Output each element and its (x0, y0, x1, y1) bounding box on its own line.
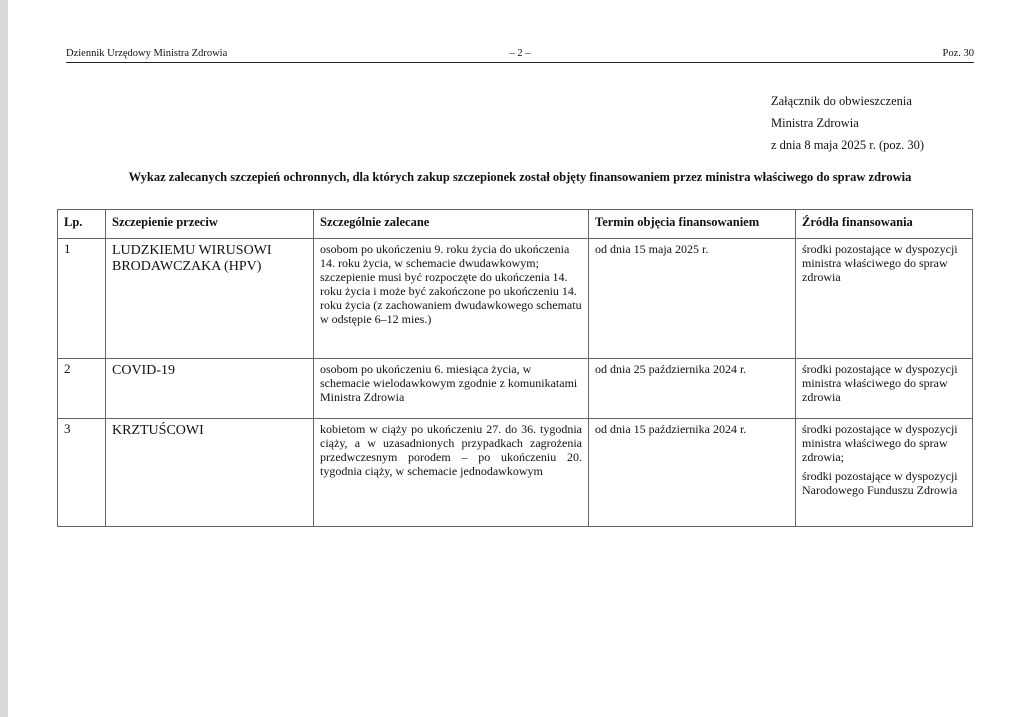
page-number: – 2 – (509, 48, 531, 59)
recommended-text: osobom po ukończeniu 9. roku życia do ukończenia 14. roku życia, w schemacie dwudawkowym; (320, 242, 570, 270)
column-header-vaccine: Szczepienie przeciw (106, 210, 314, 239)
document-title: Wykaz zalecanych szczepień ochronnych, dla których zakup szczepionek został objęty finansowaniem przez ministra właściwego do spraw zdrowia (128, 170, 912, 184)
row-number: 1 (58, 239, 106, 359)
vaccination-table (57, 209, 973, 527)
column-header-sources: Źródła finansowania (796, 210, 973, 239)
financing-term: od dnia 15 maja 2025 r. (589, 239, 796, 359)
page-header (66, 46, 974, 63)
financing-source: środki pozostające w dyspozycji Narodowego Funduszu Zdrowia (802, 469, 958, 497)
table-row (58, 419, 973, 527)
vaccine-name: LUDZKIEMU WIRUSOWI BRODAWCZAKA (HPV) (106, 239, 314, 359)
recommended-text: osobom po ukończeniu 6. miesiąca życia, w schemacie wielodawkowym zgodnie z komunikatami Ministra Zdrowia (314, 359, 589, 419)
column-header-lp: Lp. (58, 210, 106, 239)
vaccine-name: COVID-19 (106, 359, 314, 419)
financing-sources (796, 239, 973, 359)
annex-note (771, 90, 924, 156)
financing-source: środki pozostające w dyspozycji ministra właściwego do spraw zdrowia (802, 362, 958, 404)
position-number: Poz. 30 (942, 48, 974, 59)
financing-source: środki pozostające w dyspozycji ministra właściwego do spraw zdrowia (802, 242, 958, 284)
financing-sources (796, 419, 973, 527)
annex-line-3: z dnia 8 maja 2025 r. (poz. 30) (771, 138, 925, 152)
table-header-row (58, 210, 973, 239)
vaccine-name: KRZTUŚCOWI (106, 419, 314, 527)
recommended-cell (314, 239, 589, 359)
financing-term: od dnia 15 października 2024 r. (589, 419, 796, 527)
journal-name: Dziennik Urzędowy Ministra Zdrowia (66, 48, 228, 59)
financing-term: od dnia 25 października 2024 r. (589, 359, 796, 419)
row-number: 2 (58, 359, 106, 419)
annex-line-2: Ministra Zdrowia (771, 116, 859, 130)
table-row (58, 239, 973, 359)
column-header-term: Termin objęcia finansowaniem (589, 210, 796, 239)
recommended-text: kobietom w ciąży po ukończeniu 27. do 36. tygodnia ciąży, a w uzasadnionych przypadkach zagrożenia przedwczesnym porodem – po ukończeniu 20. tygodnia ciąży, w schemacie jednodawkowym (314, 419, 589, 527)
recommended-text-continued: szczepienie musi być rozpoczęte do ukończenia 14. roku życia i może być zakończone po ukończeniu 14. roku życia (z zachowaniem dwudawkowego schematu w odstępie 6–12 mies.) (320, 270, 582, 326)
financing-source: środki pozostające w dyspozycji ministra właściwego do spraw zdrowia; (802, 422, 958, 464)
column-header-recommended: Szczególnie zalecane (314, 210, 589, 239)
table-row (58, 359, 973, 419)
annex-line-1: Załącznik do obwieszczenia (771, 94, 912, 108)
row-number: 3 (58, 419, 106, 527)
financing-sources (796, 359, 973, 419)
